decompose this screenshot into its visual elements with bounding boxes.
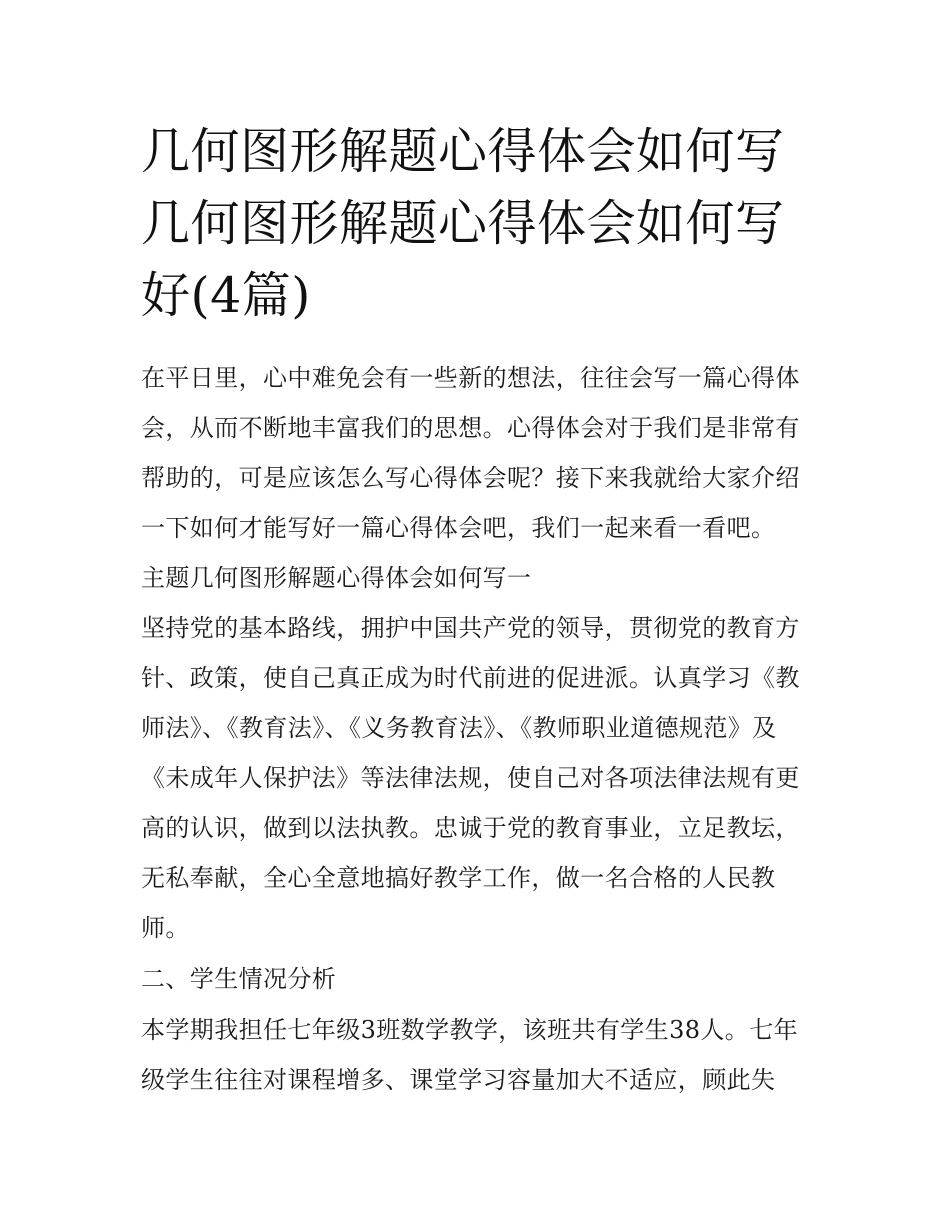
section-heading-2: 二、学生情况分析 — [141, 965, 337, 993]
section-heading-1: 主题几何图形解题心得体会如何写一 — [141, 564, 532, 592]
intro-paragraph: 在平日里，心中难免会有一些新的想法，往往会写一篇心得体会，从而不断地丰富我们的思想。心得体会对于我们是非常有帮助的，可是应该怎么写心得体会呢？接下来我就给大家介绍一下如何才能写好一篇心得体会吧，我们一起来看一看吧。 — [141, 364, 800, 542]
document-title: 几何图形解题心得体会如何写 几何图形解题心得体会如何写好(4篇) — [141, 123, 785, 324]
document-body — [141, 353, 821, 1105]
section-1-paragraph: 坚持党的基本路线，拥护中国共产党的领导，贯彻党的教育方针、政策，使自己真正成为时代前进的促进派。认真学习《教师法》、《教育法》、《义务教育法》、《教师职业道德规范》及《未成年人保护法》等法律法规，使自己对各项法律法规有更高的认识，做到以法执教。忠诚于党的教育事业，立足教坛，无私奉献，全心全意地搞好教学工作，做一名合格的人民教师。 — [141, 614, 800, 942]
section-2-paragraph: 本学期我担任七年级3班数学教学，该班共有学生38人。七年级学生往往对课程增多、课堂学习容量加大不适应，顾此失 — [141, 1016, 799, 1094]
